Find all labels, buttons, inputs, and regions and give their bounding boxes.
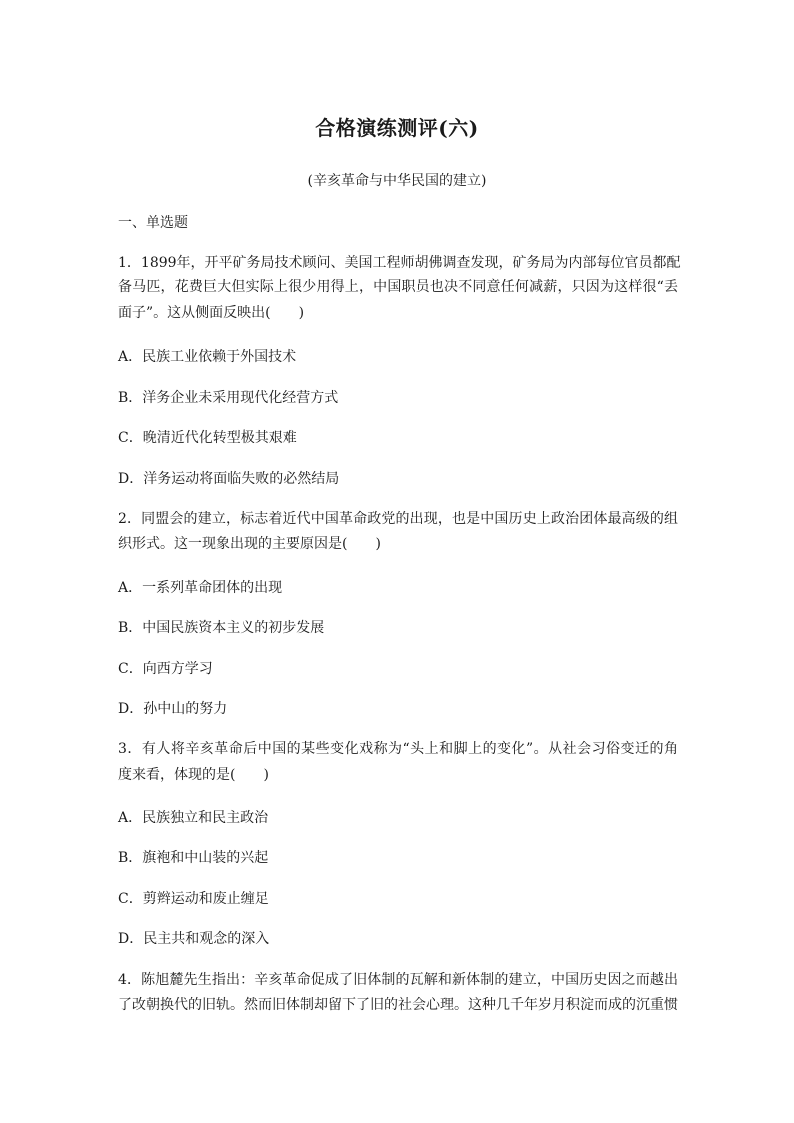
question-1-stem-line-3: 面子”。这从侧面反映出( ) xyxy=(118,305,305,321)
question-1-stem-line-1: 1．1899年，开平矿务局技术顾问、美国工程师胡佛调查发现，矿务局为内部每位官员都配 xyxy=(118,255,681,271)
page-subtitle: (辛亥革命与中华民国的建立) xyxy=(307,173,487,189)
question-3-stem-line-1: 3．有人将辛亥革命后中国的某些变化戏称为“头上和脚上的变化”。从社会习俗变迁的角 xyxy=(118,741,678,757)
question-3-option-d: D．民主共和观念的深入 xyxy=(118,931,270,947)
page-title: 合格演练测评(六) xyxy=(315,116,479,140)
question-1-stem-line-2: 备马匹，花费巨大但实际上很少用得上，中国职员也决不同意任何减薪，只因为这样很“丢 xyxy=(118,279,678,295)
question-1-option-c: C．晚清近代化转型极其艰难 xyxy=(118,430,297,446)
question-4-stem-line-2: 了改朝换代的旧轨。然而旧体制却留下了旧的社会心理。这种几千年岁月积淀而成的沉重惯 xyxy=(118,997,678,1013)
question-2-stem-line-2: 织形式。这一现象出现的主要原因是( ) xyxy=(118,536,381,552)
section-heading: 一、单选题 xyxy=(118,215,188,231)
question-3-stem-line-2: 度来看，体现的是( ) xyxy=(118,767,269,783)
question-4-stem-line-1: 4．陈旭麓先生指出：辛亥革命促成了旧体制的瓦解和新体制的建立，中国历史因之而越出 xyxy=(118,972,678,988)
question-2-stem-line-1: 2．同盟会的建立，标志着近代中国革命政党的出现，也是中国历史上政治团体最高级的组 xyxy=(118,511,678,527)
question-3-option-b: B．旗袍和中山装的兴起 xyxy=(118,850,269,866)
question-2-option-b: B．中国民族资本主义的初步发展 xyxy=(118,620,325,636)
question-2-option-a: A．一系列革命团体的出现 xyxy=(118,580,283,596)
question-1-option-b: B．洋务企业未采用现代化经营方式 xyxy=(118,390,339,406)
question-2-option-c: C．向西方学习 xyxy=(118,661,213,677)
question-3-option-c: C．剪辫运动和废止缠足 xyxy=(118,891,269,907)
question-1-option-d: D．洋务运动将面临失败的必然结局 xyxy=(118,471,340,487)
question-3-option-a: A．民族独立和民主政治 xyxy=(118,810,269,826)
question-1-option-a: A．民族工业依赖于外国技术 xyxy=(118,349,297,365)
question-2-option-d: D．孙中山的努力 xyxy=(118,701,228,717)
